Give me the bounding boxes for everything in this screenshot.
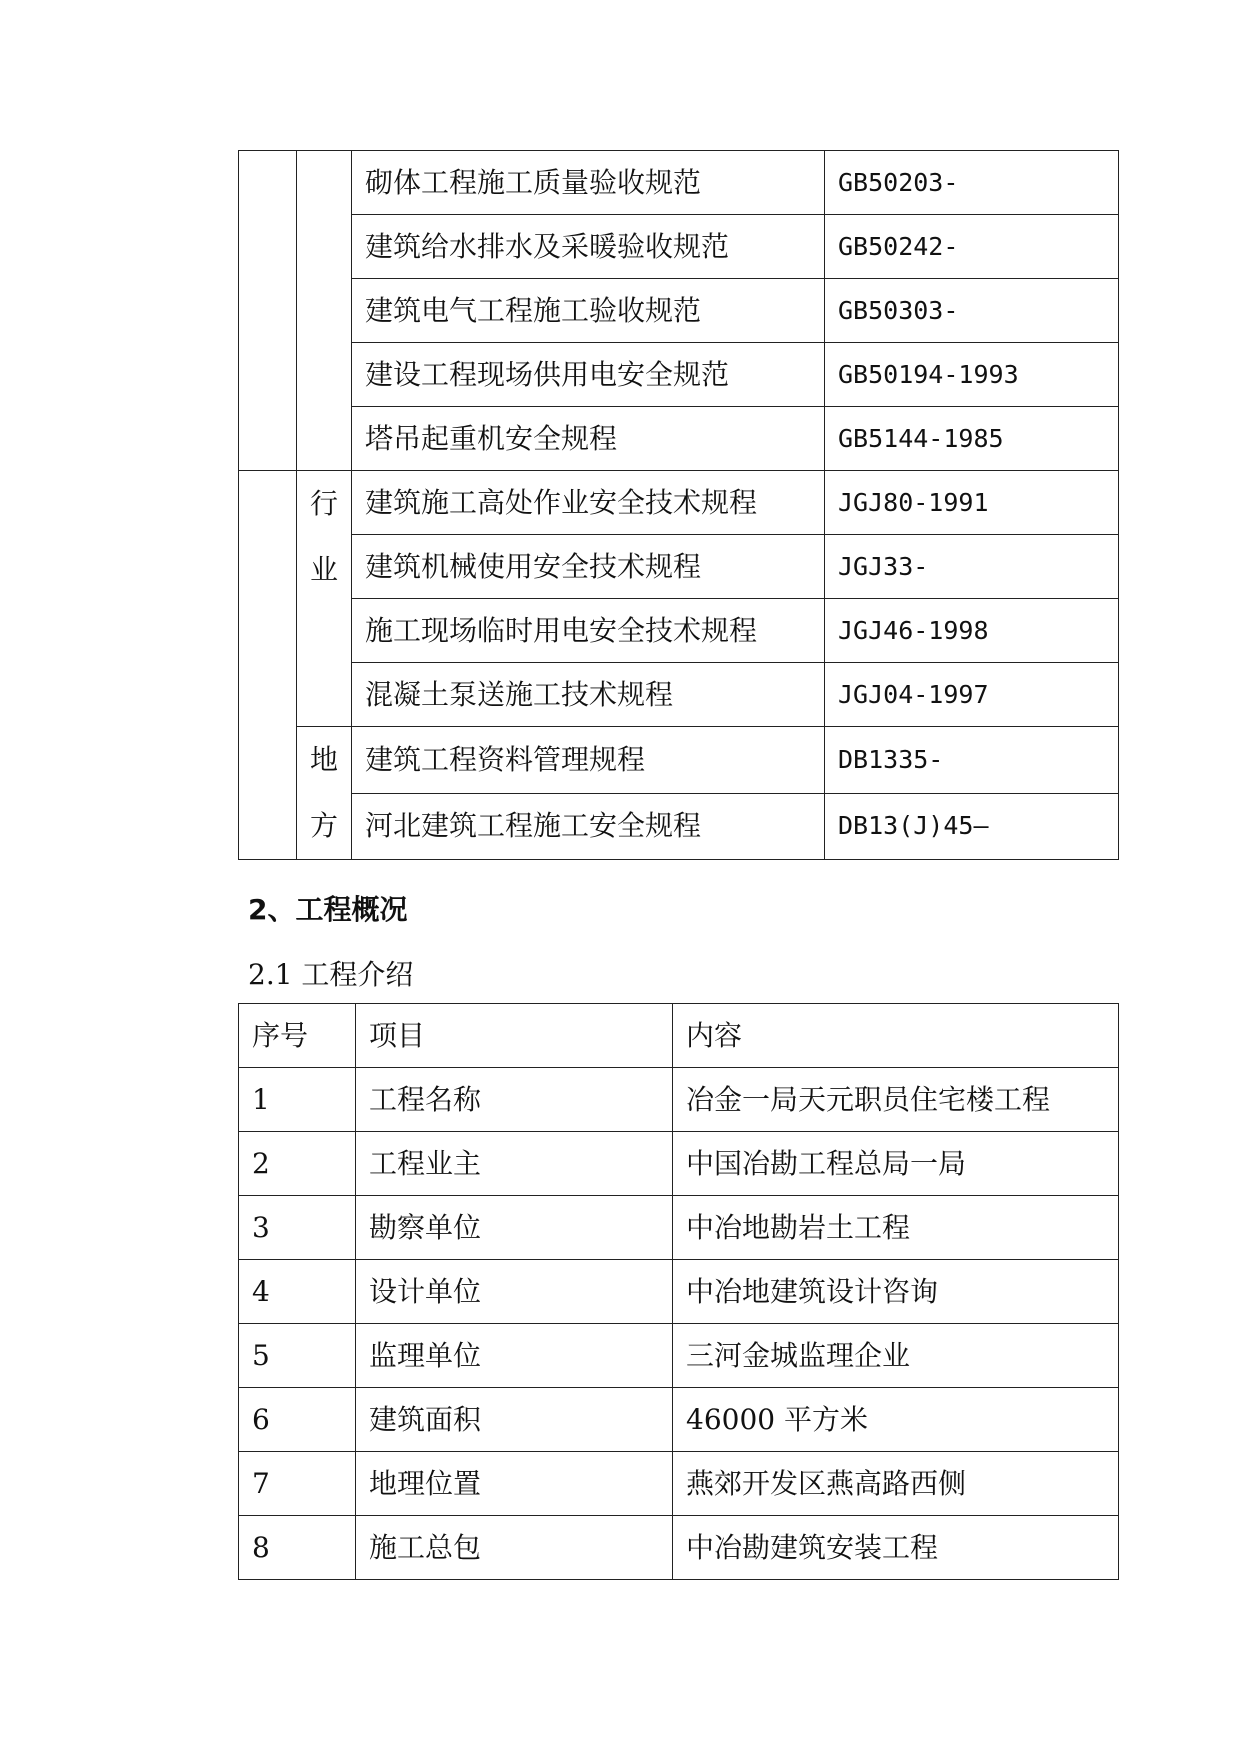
standard-code: JGJ33- [825, 535, 1119, 599]
header-cell-content: 内容 [673, 1004, 1119, 1068]
group-label-char: 行 [309, 487, 338, 520]
row-item: 施工总包 [356, 1516, 673, 1580]
standard-name: 建筑施工高处作业安全技术规程 [352, 471, 825, 535]
standard-name: 建筑工程资料管理规程 [352, 727, 825, 794]
table-row [239, 279, 1119, 343]
section-heading: 2、工程概况 [248, 893, 408, 926]
standard-code: JGJ80-1991 [825, 471, 1119, 535]
standard-name: 建筑机械使用安全技术规程 [352, 535, 825, 599]
standard-code: JGJ04-1997 [825, 663, 1119, 727]
row-content: 中冶勘建筑安装工程 [673, 1516, 1119, 1580]
standard-code: JGJ46-1998 [825, 599, 1119, 663]
subcategory-cell-national [297, 151, 352, 471]
table-row [239, 1068, 1119, 1132]
table-row [239, 599, 1119, 663]
standard-name: 建设工程现场供用电安全规范 [352, 343, 825, 407]
row-number: 2 [239, 1132, 356, 1196]
row-item: 工程名称 [356, 1068, 673, 1132]
standard-name: 塔吊起重机安全规程 [352, 407, 825, 471]
header-cell-no: 序号 [239, 1004, 356, 1068]
standard-name: 建筑给水排水及采暖验收规范 [352, 215, 825, 279]
row-content: 三河金城监理企业 [673, 1324, 1119, 1388]
table-row [239, 663, 1119, 727]
row-number: 7 [239, 1452, 356, 1516]
standard-code: DB1335- [825, 727, 1119, 794]
standard-code: GB50242- [825, 215, 1119, 279]
table-row [239, 1516, 1119, 1580]
category-cell-local [239, 471, 297, 860]
table-row [239, 151, 1119, 215]
standard-code: GB50303- [825, 279, 1119, 343]
row-item: 工程业主 [356, 1132, 673, 1196]
subcategory-cell-local [297, 727, 352, 860]
sub-heading: 2.1 工程介绍 [248, 958, 414, 991]
table-row [239, 1324, 1119, 1388]
subcategory-cell-industry [297, 471, 352, 727]
table-row [239, 1260, 1119, 1324]
header-cell-item: 项目 [356, 1004, 673, 1068]
row-content: 冶金一局天元职员住宅楼工程 [673, 1068, 1119, 1132]
row-content: 燕郊开发区燕高路西侧 [673, 1452, 1119, 1516]
table-row [239, 407, 1119, 471]
row-content: 46000 平方米 [673, 1388, 1119, 1452]
table-row [239, 727, 1119, 794]
table-row [239, 1452, 1119, 1516]
standards-table [238, 150, 1119, 860]
category-cell-national [239, 151, 297, 471]
group-label-char: 方 [309, 809, 338, 842]
standard-name: 混凝土泵送施工技术规程 [352, 663, 825, 727]
row-item: 监理单位 [356, 1324, 673, 1388]
table-row [239, 1388, 1119, 1452]
group-label-char: 地 [309, 743, 338, 776]
standard-code: GB50194-1993 [825, 343, 1119, 407]
table-row [239, 471, 1119, 535]
row-number: 5 [239, 1324, 356, 1388]
row-number: 3 [239, 1196, 356, 1260]
standard-code: DB13(J)45— [825, 793, 1119, 860]
row-content: 中国冶勘工程总局一局 [673, 1132, 1119, 1196]
standard-code: GB50203- [825, 151, 1119, 215]
row-content: 中冶地建筑设计咨询 [673, 1260, 1119, 1324]
row-number: 6 [239, 1388, 356, 1452]
table-row [239, 535, 1119, 599]
table-header-row [239, 1004, 1119, 1068]
standard-name: 建筑电气工程施工验收规范 [352, 279, 825, 343]
standard-code: GB5144-1985 [825, 407, 1119, 471]
standard-name: 施工现场临时用电安全技术规程 [352, 599, 825, 663]
standard-name: 河北建筑工程施工安全规程 [352, 793, 825, 860]
row-number: 4 [239, 1260, 356, 1324]
row-item: 设计单位 [356, 1260, 673, 1324]
table-row [239, 1132, 1119, 1196]
group-label-char: 业 [309, 553, 338, 586]
row-number: 8 [239, 1516, 356, 1580]
row-number: 1 [239, 1068, 356, 1132]
table-row [239, 793, 1119, 860]
table-row [239, 215, 1119, 279]
project-info-table [238, 1003, 1119, 1580]
row-content: 中冶地勘岩土工程 [673, 1196, 1119, 1260]
row-item: 地理位置 [356, 1452, 673, 1516]
row-item: 建筑面积 [356, 1388, 673, 1452]
standard-name: 砌体工程施工质量验收规范 [352, 151, 825, 215]
table-row [239, 343, 1119, 407]
table-row [239, 1196, 1119, 1260]
row-item: 勘察单位 [356, 1196, 673, 1260]
